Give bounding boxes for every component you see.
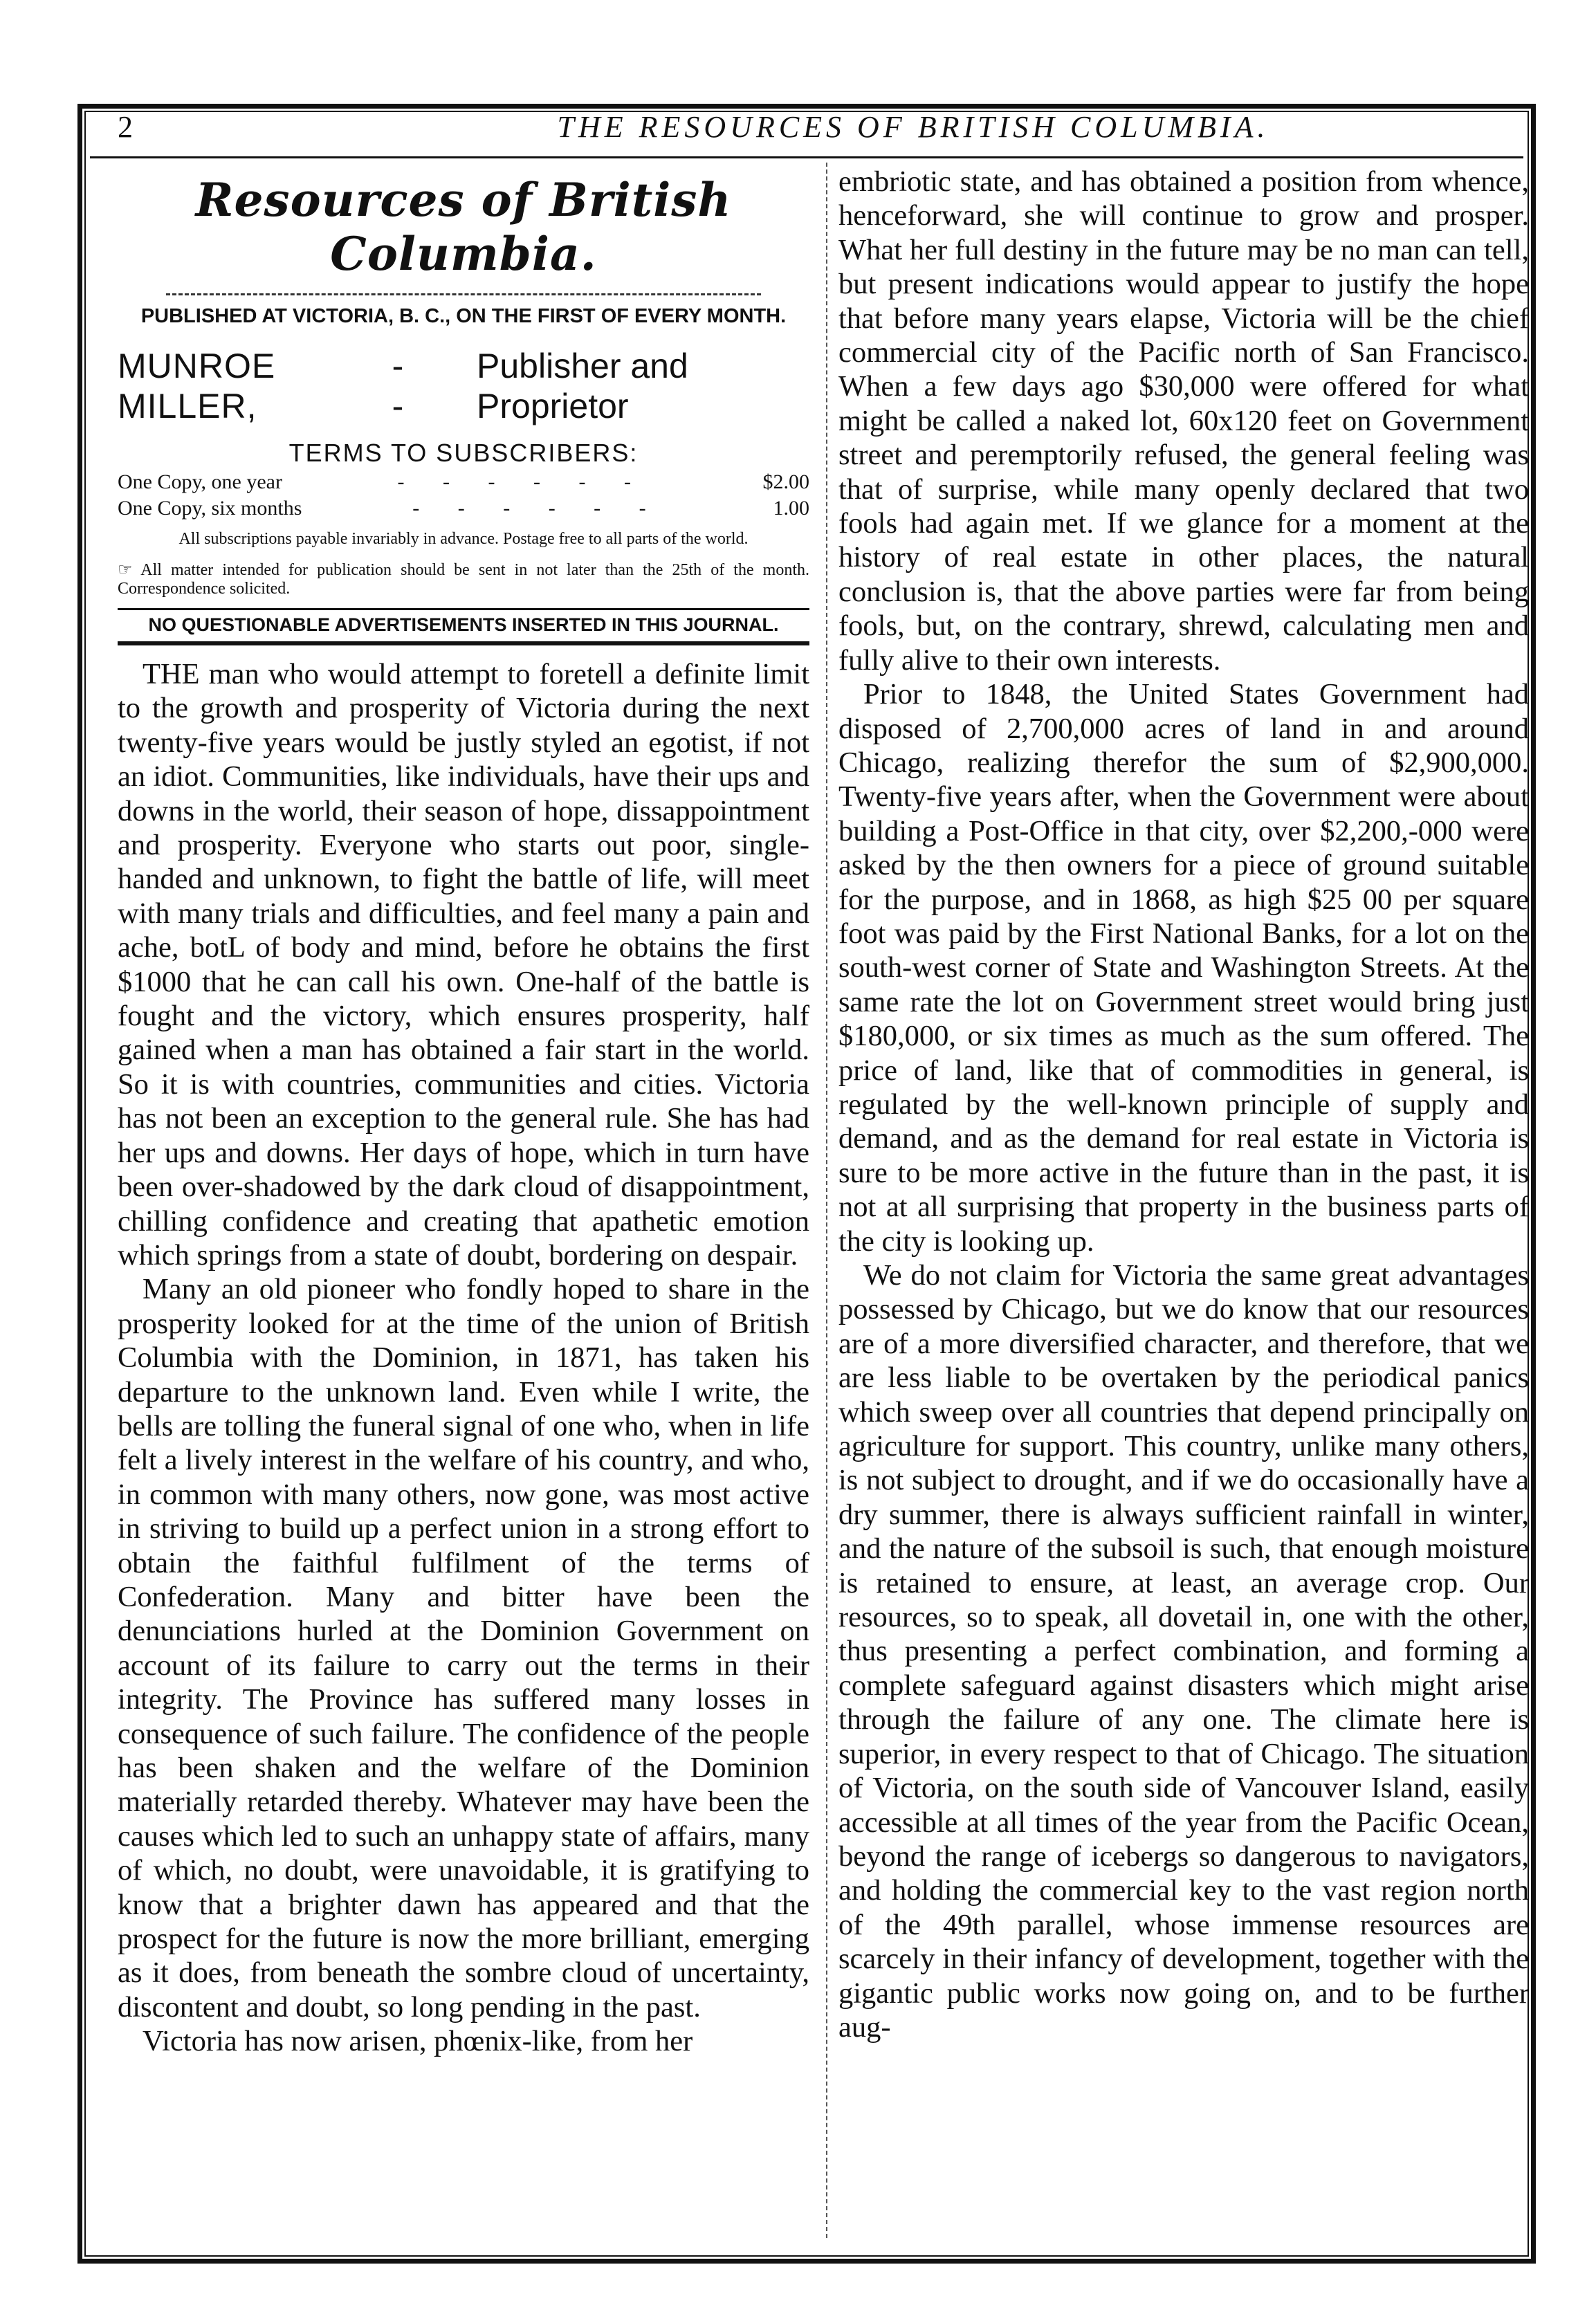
- masthead: [118, 165, 809, 645]
- proprietor-role: Publisher and Proprietor: [477, 347, 688, 425]
- masthead-heavy-rule: [118, 641, 809, 645]
- masthead-title: Resources of British Columbia.: [195, 173, 732, 281]
- subscription-label: One Copy, six months: [118, 497, 302, 520]
- running-title: THE RESOURCES OF BRITISH COLUMBIA.: [557, 110, 1269, 144]
- subscription-leader: - - - - - -: [412, 497, 663, 520]
- article-paragraph: We do not claim for Victoria the same great advantages possessed by Chicago, but we do know that our resources are of a more diversified character, and therefore, that we are less liable to be overtaken by the periodical panics which sweep over all countries that depend principally on agriculture for support. This country, unlike many others, is not subject to drought, and if we do occasionally have a dry summer, there is always sufficient rainfall in winter, and the nature of the subsoil is such, that enough moisture is retained to ensure, at least, an average crop. Our resources, so to speak, all dovetail in, one with the other, thus presenting a perfect combination, and forming a complete safeguard against disasters which might arise through the failure of any one. The climate here is superior, in every respect to that of Chicago. The situation of Victoria, on the south side of Vancouver Island, easily accessible at all times of the year from the Pacific Ocean, beyond the range of icebergs so dangerous to navigators, and holding the commercial key to the vast region north of the 49th parallel, whose immense resources are scarcely in their infancy of development, together with the gigantic public works now going on, and to be further aug-: [838, 1259, 1529, 2044]
- subscription-leader: - - - - - -: [397, 470, 648, 493]
- subscription-price: $2.00: [762, 470, 809, 493]
- article-paragraph: Many an old pioneer who fondly hoped to share in the prosperity looked for at the time of the union of British Columbia with the Dominion, in 1871, has taken his departure to the unknown land. Even while I write, the bells are tolling the funeral signal of one who, when in life felt a lively interest in the welfare of his country, and who, in common with many others, now gone, was most active in striving to build up a perfect union in a strong effort to obtain the faithful fulfilment of the terms of Confederation. Many and bitter have been the denunciations hurled at the Dominion Government on account of its failure to carry out the terms in their integrity. The Province has suffered many losses in consequence of such failure. The confidence of the people has been shaken and the welfare of the Dominion materially retarded thereby. Whatever may have been the causes which led to such an unhappy state of affairs, many of which, no doubt, were unavoidable, it is gratifying to know that a brighter dawn has appeared and that the prospect for the future is now the more brilliant, emerging as it does, from beneath the sombre cloud of uncertainty, discontent and doubt, so long pending in the past.: [118, 1273, 809, 2024]
- subscription-row: [118, 470, 809, 494]
- no-questionable-notice: NO QUESTIONABLE ADVERTISEMENTS INSERTED IN THIS JOURNAL.: [148, 614, 779, 635]
- subscription-label: One Copy, one year: [118, 470, 282, 493]
- proprietor-name: MUNROE MILLER,: [118, 347, 276, 425]
- left-column: [118, 657, 809, 2059]
- terms-heading: TERMS TO SUBSCRIBERS:: [288, 439, 639, 467]
- masthead-dash-rule: [166, 293, 761, 295]
- proprietor-line: [118, 346, 809, 426]
- subscription-row: [118, 497, 809, 520]
- masthead-rule: [118, 608, 809, 610]
- proprietor-separator: - -: [392, 347, 425, 425]
- article-paragraph: Victoria has now arisen, phœnix-like, from her: [143, 2025, 693, 2058]
- payment-note: All subscriptions payable invariably in advance. Postage free to all parts of the world.: [178, 530, 749, 548]
- header-rule: [90, 156, 1523, 158]
- page-number: 2: [118, 110, 133, 144]
- article-paragraph: embriotic state, and has obtained a position from whence, henceforward, she will continue to grow and prosper. What her full destiny in the future may be no man can tell, but present indications would appear to justify the hope that before many years elapse, Victoria will be the chief commercial city of the Pacific north of San Francisco. When a few days ago $30,000 were offered for what might be called a naked lot, 60x120 feet on Government street and peremptorily refused, the general feeling was that of surprise, while many openly declared that two fools had again met. If we glance for a moment at the history of real estate in other places, the natural conclusion is, that the above parties were far from being fools, but, on the contrary, shrewd, calculating men and fully alive to their own interests.: [838, 165, 1529, 677]
- subscription-price: 1.00: [773, 497, 809, 520]
- article-paragraph: THE man who would attempt to foretell a definite limit to the growth and prosperity of Victoria during the next twenty-five years would be justly styled an egotist, if not an idiot. Communities, like individuals, have their ups and downs in the world, their season of hope, dissappointment and prosperity. Everyone who starts out poor, single-handed and unknown, to fight the battle of life, will meet with many trials and difficulties, and feel many a pain and ache, botL of body and mind, before he obtains the first $1000 that he can call his own. One-half of the battle is fought and the victory, which ensures prosperity, half gained when a man has obtained a fair start in the world. So it is with countries, communities and cities. Victoria has not been an exception to the general rule. She has had her ups and downs. Her days of hope, which in turn have been over-shadowed by the dark cloud of disappointment, chilling confidence and creating that apathetic emotion which springs from a state of doubt, bordering on despair.: [118, 658, 809, 1272]
- matter-note: ☞ All matter intended for publication should be sent in not later than the 25th of the month. Correspondence solicited.: [118, 561, 809, 598]
- right-column: [838, 165, 1529, 2044]
- article-paragraph: Prior to 1848, the United States Government had disposed of 2,700,000 acres of land in and around Chicago, realizing therefor the sum of $2,900,000. Twenty-five years after, when the Government were about building a Post-Office in that city, over $2,200,-000 were asked by the then owners for a piece of ground suitable for the purpose, and in 1868, as high $25 00 per square foot was paid by the First National Banks, for a lot on the south-west corner of State and Washington Streets. At the same rate the lot on Government street would bring just $180,000, or six times as much as the sum offered. The price of land, like that of commodities in general, is regulated by the well-known principle of supply and demand, and as the demand for real estate in Victoria is sure to be more active in the future than in the past, it is not at all surprising that property in the business parts of the city is looking up.: [838, 678, 1529, 1258]
- column-divider: [826, 163, 829, 2238]
- publication-line: PUBLISHED AT VICTORIA, B. C., ON THE FIRST OF EVERY MONTH.: [140, 305, 787, 327]
